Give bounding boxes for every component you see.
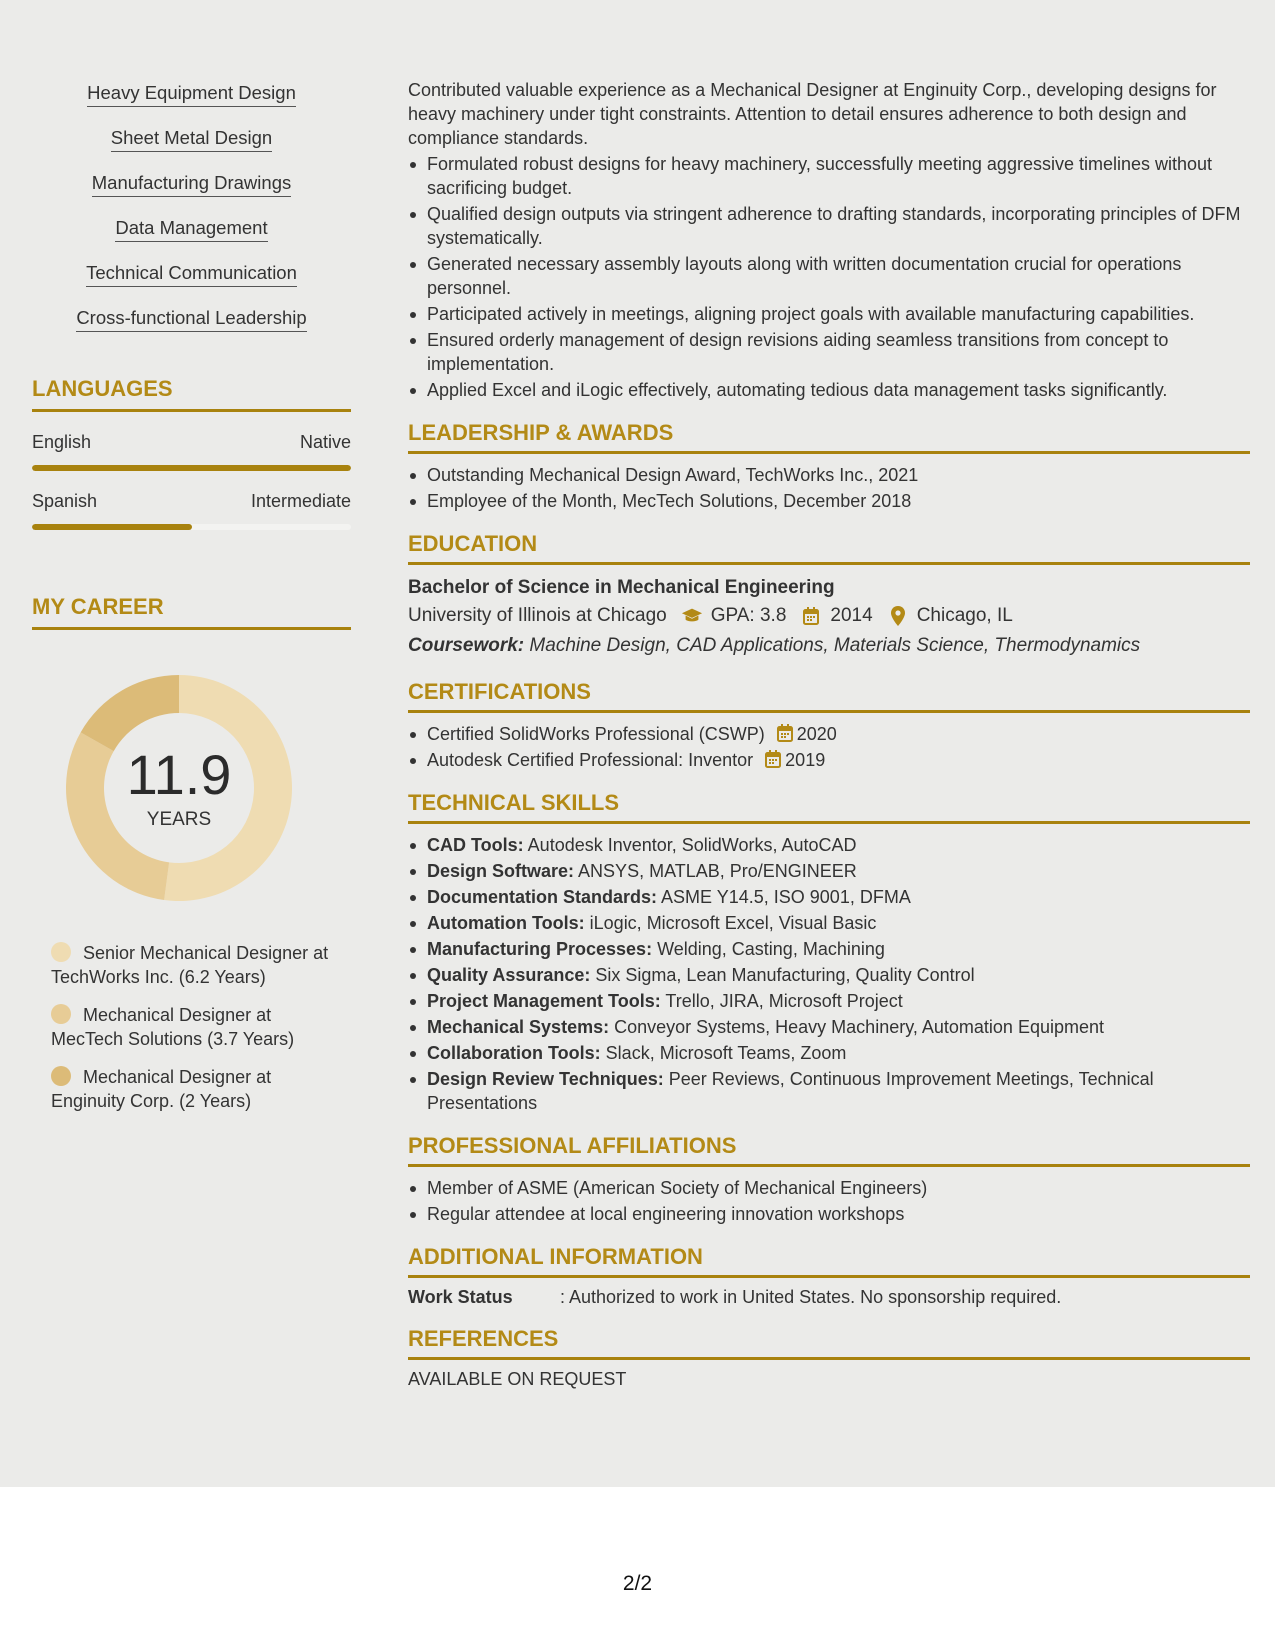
awards-heading: LEADERSHIP & AWARDS xyxy=(408,420,1250,454)
experience-summary: Contributed valuable experience as a Mechanical Designer at Enginuity Corp., developing designs for heavy machinery under tight constraints. Attention to detail ensures adherence to both design and compliance standards. xyxy=(408,80,1217,148)
references-heading: REFERENCES xyxy=(408,1326,1250,1360)
tech-skill-item: Design Software: ANSYS, MATLAB, Pro/ENGINEER xyxy=(408,859,1250,883)
affiliation-item: Member of ASME (American Society of Mechanical Engineers) xyxy=(408,1176,1250,1200)
language-level: Intermediate xyxy=(250,491,351,511)
donut-slice-2 xyxy=(81,675,179,751)
page-number: 2/2 xyxy=(622,1572,653,1595)
skill-tag: Technical Communication xyxy=(86,262,297,307)
sidebar xyxy=(32,82,351,1127)
languages-heading: LANGUAGES xyxy=(32,376,351,412)
certification-item: Autodesk Certified Professional: Inventor 2019 xyxy=(408,748,1250,772)
tech-skill-item: Mechanical Systems: Conveyor Systems, Heavy Machinery, Automation Equipment xyxy=(408,1015,1250,1039)
calendar-icon xyxy=(777,724,793,742)
tech-skill-item: Project Management Tools: Trello, JIRA, Microsoft Project xyxy=(408,989,1250,1013)
career-legend xyxy=(51,941,331,1113)
language-english xyxy=(32,432,351,471)
tech-skill-item: Quality Assurance: Six Sigma, Lean Manufacturing, Quality Control xyxy=(408,963,1250,987)
career-total-years: 11.9 xyxy=(126,743,232,806)
school-location: Chicago, IL xyxy=(916,605,1013,626)
tech-skill-item: Manufacturing Processes: Welding, Casting, Machining xyxy=(408,937,1250,961)
career-legend-item: Mechanical Designer at Enginuity Corp. (2 Years) xyxy=(51,1067,272,1111)
education-heading: EDUCATION xyxy=(408,531,1250,565)
graduation-cap-icon xyxy=(681,605,703,627)
language-level: Native xyxy=(299,432,351,452)
calendar-icon xyxy=(800,605,822,627)
experience-bullets xyxy=(408,152,1250,402)
career-legend-item: Senior Mechanical Designer at TechWorks Inc. (6.2 Years) xyxy=(51,943,329,987)
references-value: AVAILABLE ON REQUEST xyxy=(408,1369,627,1389)
career-legend-item: Mechanical Designer at MecTech Solutions (3.7 Years) xyxy=(51,1005,295,1049)
work-status xyxy=(408,1287,1250,1308)
tech-skill-item: Automation Tools: iLogic, Microsoft Excel, Visual Basic xyxy=(408,911,1250,935)
skill-tag: Data Management xyxy=(115,217,267,262)
certifications-heading: CERTIFICATIONS xyxy=(408,679,1250,713)
affiliation-item: Regular attendee at local engineering innovation workshops xyxy=(408,1202,1250,1226)
legend-dot-icon xyxy=(51,1066,71,1086)
skill-tags xyxy=(32,82,351,352)
award-item: Employee of the Month, MecTech Solutions, December 2018 xyxy=(408,489,1250,513)
language-spanish xyxy=(32,491,351,530)
career-unit: YEARS xyxy=(146,809,212,830)
experience-bullet: Applied Excel and iLogic effectively, automating tedious data management tasks significantly. xyxy=(408,378,1250,402)
affiliations-heading: PROFESSIONAL AFFILIATIONS xyxy=(408,1133,1250,1167)
awards-list xyxy=(408,463,1250,513)
skill-tag: Manufacturing Drawings xyxy=(92,172,291,217)
certification-item: Certified SolidWorks Professional (CSWP) 2020 xyxy=(408,722,1250,746)
calendar-icon xyxy=(765,750,781,768)
language-name: Spanish xyxy=(32,491,98,511)
degree-title: Bachelor of Science in Mechanical Engineering xyxy=(408,577,835,598)
work-status-label: Work Status xyxy=(408,1287,513,1307)
gpa: GPA: 3.8 xyxy=(710,605,787,626)
certifications-list xyxy=(408,722,1250,772)
skill-tag: Sheet Metal Design xyxy=(111,127,272,172)
legend-dot-icon xyxy=(51,1004,71,1024)
additional-info-heading: ADDITIONAL INFORMATION xyxy=(408,1244,1250,1278)
tech-skill-item: Documentation Standards: ASME Y14.5, ISO 9001, DFMA xyxy=(408,885,1250,909)
school-name: University of Illinois at Chicago xyxy=(408,605,667,626)
technical-skills-heading: TECHNICAL SKILLS xyxy=(408,790,1250,824)
experience-bullet: Formulated robust designs for heavy machinery, successfully meeting aggressive timelines without sacrificing budget. xyxy=(408,152,1250,200)
main-content xyxy=(408,78,1250,1390)
coursework: Coursework: Machine Design, CAD Applications, Materials Science, Thermodynamics xyxy=(408,635,1141,656)
skill-tag: Cross-functional Leadership xyxy=(76,307,306,352)
skill-tag: Heavy Equipment Design xyxy=(87,82,296,127)
language-proficiency-bar xyxy=(32,465,351,471)
work-status-value: : Authorized to work in United States. No sponsorship required. xyxy=(560,1287,1062,1307)
tech-skill-item: Collaboration Tools: Slack, Microsoft Teams, Zoom xyxy=(408,1041,1250,1065)
education-details xyxy=(408,605,1250,627)
award-item: Outstanding Mechanical Design Award, TechWorks Inc., 2021 xyxy=(408,463,1250,487)
experience-bullet: Generated necessary assembly layouts along with written documentation crucial for operations personnel. xyxy=(408,252,1250,300)
experience-bullet: Ensured orderly management of design revisions aiding seamless transitions from concept to implementation. xyxy=(408,328,1250,376)
location-pin-icon xyxy=(887,605,909,627)
tech-skill-item: Design Review Techniques: Peer Reviews, Continuous Improvement Meetings, Technical Presentations xyxy=(408,1067,1250,1115)
experience-bullet: Qualified design outputs via stringent adherence to drafting standards, incorporating principles of DFM systematically. xyxy=(408,202,1250,250)
career-donut-chart xyxy=(66,675,292,901)
experience-bullet: Participated actively in meetings, aligning project goals with available manufacturing capabilities. xyxy=(408,302,1250,326)
language-proficiency-bar xyxy=(32,524,351,530)
career-heading: MY CAREER xyxy=(32,594,351,630)
affiliations-list xyxy=(408,1176,1250,1226)
technical-skills-list xyxy=(408,833,1250,1115)
graduation-year: 2014 xyxy=(830,605,873,626)
legend-dot-icon xyxy=(51,942,71,962)
language-name: English xyxy=(32,432,92,452)
tech-skill-item: CAD Tools: Autodesk Inventor, SolidWorks, AutoCAD xyxy=(408,833,1250,857)
